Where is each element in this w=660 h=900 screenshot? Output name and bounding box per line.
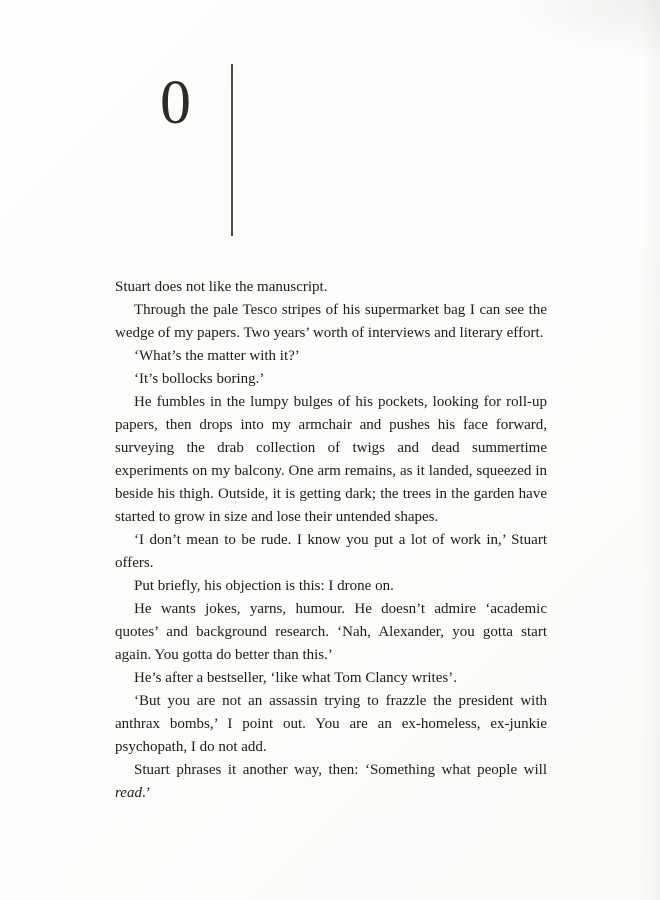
scan-corner-shade: [500, 0, 660, 60]
text-segment: .’: [141, 785, 151, 801]
paragraph: [115, 276, 547, 299]
paragraph: [115, 391, 547, 529]
text-segment: Put briefly, his objection is this: I drone on.: [134, 578, 394, 594]
scan-edge-shade: [642, 0, 660, 900]
paragraph: [115, 299, 547, 345]
italic-text: read: [115, 785, 142, 801]
paragraph: [115, 575, 547, 598]
text-segment: ‘What’s the matter with it?’: [134, 348, 300, 364]
paragraph: [115, 529, 547, 575]
paragraph: [115, 667, 547, 690]
text-segment: ‘It’s bollocks boring.’: [134, 371, 265, 387]
paragraph: [115, 759, 547, 805]
chapter-number: 0: [160, 69, 192, 137]
text-segment: He fumbles in the lumpy bulges of his pockets, looking for roll-up papers, then drops into my armchair and pushes his face forward, surveying the drab collection of twigs and dead summertime experiments on my balcony. One arm remains, as it landed, squeezed in beside his thigh. Outside, it is getting dark; the trees in the garden have started to grow in size and lose their untended shapes.: [115, 394, 547, 525]
paragraph: [115, 345, 547, 368]
text-segment: ‘But you are not an assassin trying to frazzle the president with anthrax bombs,’ I point out. You are an ex-homeless, ex-junkie psychopath, I do not add.: [115, 693, 547, 755]
chapter-divider-rule: [231, 64, 233, 236]
text-segment: He wants jokes, yarns, humour. He doesn’t admire ‘academic quotes’ and background research. ‘Nah, Alexander, you gotta start again. You gotta do better than this.’: [115, 601, 547, 663]
paragraph: [115, 690, 547, 759]
paragraph: [115, 368, 547, 391]
text-segment: ‘I don’t mean to be rude. I know you put a lot of work in,’ Stuart offers.: [115, 532, 547, 571]
text-segment: He’s after a bestseller, ‘like what Tom Clancy writes’.: [134, 670, 457, 686]
text-segment: Stuart phrases it another way, then: ‘Something what people will: [134, 762, 547, 778]
text-segment: Stuart does not like the manuscript.: [115, 279, 328, 295]
body-text: [115, 276, 547, 805]
paragraph: [115, 598, 547, 667]
text-segment: Through the pale Tesco stripes of his supermarket bag I can see the wedge of my papers. Two years’ worth of interviews and literary effort.: [115, 302, 547, 341]
